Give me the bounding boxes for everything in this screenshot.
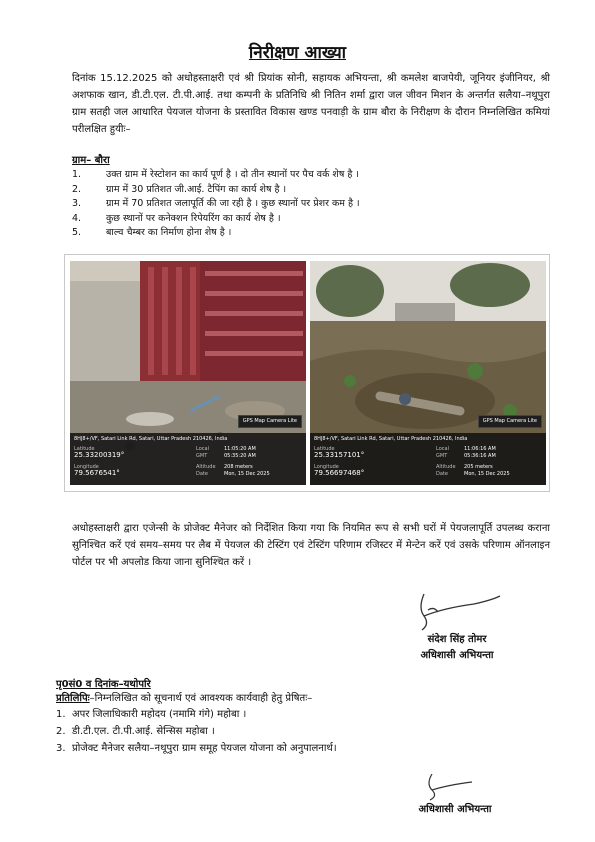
bottom-signature-image: [412, 770, 482, 802]
longitude-value: 79.56697468°: [314, 469, 365, 477]
list-text: कुछ स्थानों पर कनेक्शन रिपेयरिंग का कार्य शेष है ।: [106, 212, 281, 224]
signatory-designation: अधिशासी अभियन्ता: [420, 650, 494, 661]
local-time-value: 11:05:20 AM: [224, 446, 256, 452]
longitude-value: 79.5676541°: [74, 469, 120, 477]
altitude-value: 208 meters: [224, 464, 253, 470]
list-number: 5.: [72, 227, 82, 238]
date-label: Date: [436, 471, 448, 477]
list-item: [72, 168, 542, 183]
signature-image: [404, 586, 504, 632]
site-photo-excavation: [310, 261, 546, 485]
latitude-label: Latitude: [314, 446, 335, 452]
list-number: 4.: [72, 212, 82, 224]
list-number: 1.: [56, 709, 66, 720]
deficiency-list: [72, 168, 542, 241]
local-time-value: 11:06:16 AM: [464, 446, 496, 452]
page-title: निरीक्षण आख्या: [248, 43, 347, 63]
signatory-name: संदेश सिंह तोमर: [427, 634, 487, 645]
list-number: 3.: [72, 198, 82, 209]
list-text: उक्त ग्राम में रेस्टोशन का कार्य पूर्ण है । दो तीन स्थानों पर पैच वर्क शेष है ।: [106, 169, 360, 180]
date-value: Mon, 15 Dec 2025: [464, 471, 510, 477]
gmt-value: 05:36:16 AM: [464, 453, 496, 459]
date-label: Date: [196, 471, 208, 477]
latitude-label: Latitude: [74, 446, 95, 452]
gmt-label: GMT: [196, 453, 208, 459]
gps-overlay: [310, 418, 546, 485]
local-time-label: Local: [196, 446, 209, 452]
site-photos: [64, 254, 550, 492]
local-time-label: Local: [436, 446, 449, 452]
copy-heading: [56, 690, 312, 704]
copy-list: [56, 706, 337, 757]
list-text: प्रोजेक्ट मैनेजर सलैया–नथूपुरा ग्राम समूह पेयजल योजना को अनुपालनार्थ।: [72, 743, 337, 754]
list-text: बाल्व चैम्बर का निर्माण होना शेष है ।: [106, 227, 232, 238]
copy-label: प्रतिलिपिः: [56, 693, 90, 704]
latitude-value: 25.33200319°: [74, 451, 125, 459]
gmt-label: GMT: [436, 453, 448, 459]
list-item: [56, 740, 337, 757]
altitude-label: Altitude: [196, 464, 216, 470]
list-item: [56, 723, 337, 740]
gmt-value: 05:35:20 AM: [224, 453, 256, 459]
list-number: 1.: [72, 169, 82, 180]
list-text: डी.टी.एल. टी.पी.आई. सेन्सिस महोबा ।: [72, 726, 215, 737]
list-item: [72, 226, 542, 241]
latitude-value: 25.33157101°: [314, 451, 365, 459]
village-heading: ग्राम– बौरा: [72, 155, 110, 166]
reference-number: पृ0सं0 व दिनांक–यथोपरि: [56, 679, 151, 690]
list-number: 2.: [72, 183, 82, 195]
gps-address: 8HJ8+/VF, Satari Link Rd, Satari, Uttar Pradesh 210426, India: [74, 436, 228, 442]
site-photo-gate: [70, 261, 306, 485]
copy-text: –निम्नलिखित को सूचनार्थ एवं आवश्यक कार्यवाही हेतु प्रेषितः–: [89, 693, 313, 704]
gps-address: 8HJ8+/VF, Satari Link Rd, Satari, Uttar Pradesh 210426, India: [314, 436, 468, 442]
list-text: ग्राम में 30 प्रतिशत जी.आई. टैपिंग का कार्य शेष है ।: [106, 183, 287, 195]
intro-paragraph: दिनांक 15.12.2025 को अधोहस्ताक्षरी एवं श्री प्रियांक सोनी, सहायक अभियन्ता, श्री कमलेश बाजपेयी, जूनियर इंजीनियर, श्री अशफाक खान, डी.टी.एल. टी.पी.आई. तथा कम्पनी के प्रतिनिधि श्री नितिन शर्मा द्वारा जल जीवन मिशन के अन्तर्गत सलैया–नथूपुरा ग्राम सतही जल आधारित पेयजल योजना के प्रस्तावित विकास खण्ड पनवाड़ी के ग्राम बौरा के निरीक्षण के दौरान निम्नलिखित कमियां परीलक्षित हुयीः–: [72, 73, 550, 135]
altitude-label: Altitude: [436, 464, 456, 470]
longitude-label: Longitude: [74, 464, 99, 470]
gps-overlay: [70, 418, 306, 485]
list-number: 3.: [56, 743, 66, 754]
list-item: [56, 706, 337, 723]
gps-camera-badge: GPS Map Camera Lite: [478, 415, 542, 428]
list-item: [72, 197, 542, 212]
list-item: [72, 183, 542, 198]
list-item: [72, 212, 542, 227]
list-text: ग्राम में 70 प्रतिशत जलापूर्ति की जा रही है । कुछ स्थानों पर प्रेशर कम है ।: [106, 198, 360, 209]
instruction-paragraph: अधोहस्ताक्षरी द्वारा एजेन्सी के प्रोजेक्ट मैनेजर को निर्देशित किया गया कि नियमित रूप से सभी घरों में पेयजलापूर्ति उपलब्ध कराना सुनिश्चित करें एवं समय–समय पर लैब में पेयजल की टेस्टिंग एवं टेस्टिंग परिणाम रजिस्टर में मेन्टेन करें एवं उसके परिणाम ऑनलाइन पोर्टल पर भी अपलोड किया जाना सुनिश्चित करें ।: [72, 523, 550, 568]
list-text: अपर जिलाधिकारी महोदय (नमामि गंगे) महोबा ।: [72, 709, 247, 720]
list-number: 2.: [56, 726, 66, 737]
longitude-label: Longitude: [314, 464, 339, 470]
gps-camera-badge: GPS Map Camera Lite: [238, 415, 302, 428]
bottom-signatory-designation: अधिशासी अभियन्ता: [418, 804, 492, 815]
date-value: Mon, 15 Dec 2025: [224, 471, 270, 477]
altitude-value: 205 meters: [464, 464, 493, 470]
